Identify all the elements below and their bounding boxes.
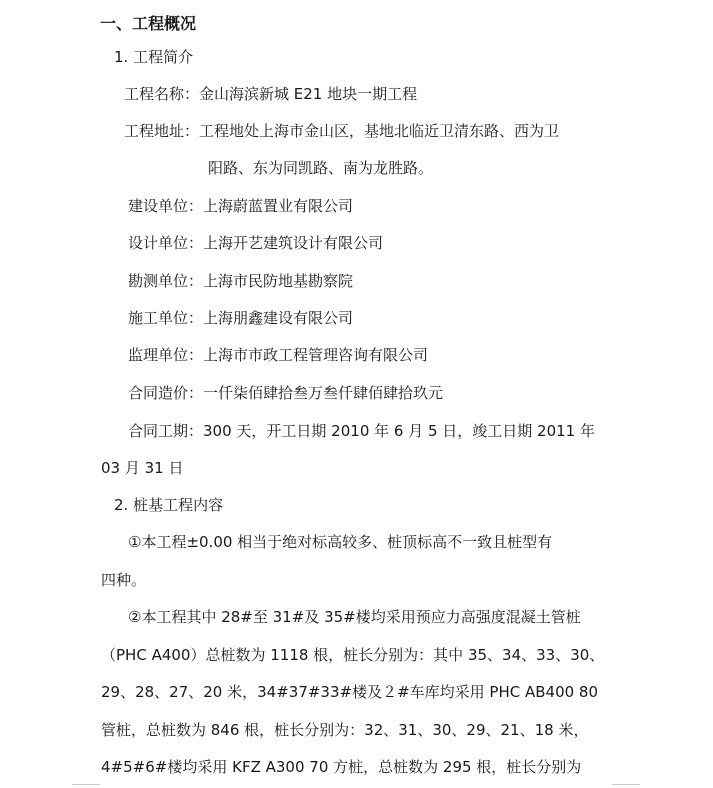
construction-unit-row bbox=[128, 196, 353, 216]
project-address-label: 工程地址： bbox=[124, 122, 200, 140]
design-unit-row bbox=[128, 233, 383, 253]
contract-price-row bbox=[128, 383, 443, 403]
paragraph-2-line-3: 29、28、27、20 米，34#37#33#楼及２#车库均采用 PHC AB400 80 bbox=[101, 683, 599, 701]
supervision-unit-row bbox=[128, 345, 428, 365]
survey-unit-label: 勘测单位： bbox=[128, 272, 204, 290]
paragraph-2-line-1: ②本工程其中 28#至 31#及 35#楼均采用预应力高强度混凝土管桩 bbox=[128, 608, 581, 626]
construction-unit-label: 建设单位： bbox=[128, 197, 204, 215]
supervision-unit-label: 监理单位： bbox=[128, 346, 204, 364]
paragraph-2-line-5: 4#5#6#楼均采用 KFZ A300 70 方桩，总桩数为 295 根，桩长分别为 bbox=[101, 758, 582, 776]
builder-unit-row bbox=[128, 308, 353, 328]
subsection-title-2: 2. 桩基工程内容 bbox=[114, 496, 224, 514]
page-margin-mark-right bbox=[612, 784, 640, 785]
supervision-unit-value: 上海市市政工程管理咨询有限公司 bbox=[203, 346, 429, 364]
project-name-value: 金山海滨新城 E21 地块一期工程 bbox=[199, 85, 418, 103]
contract-period-value: 300 天，开工日期 2010 年 6 月 5 日，竣工日期 2011 年 bbox=[203, 422, 595, 440]
project-name-label: 工程名称： bbox=[124, 85, 200, 103]
project-address-value: 工程地处上海市金山区，基地北临近卫清东路、西为卫 bbox=[199, 122, 560, 140]
survey-unit-row bbox=[128, 271, 353, 291]
section-title: 一、工程概况 bbox=[100, 14, 197, 33]
design-unit-value: 上海开艺建筑设计有限公司 bbox=[203, 234, 384, 252]
paragraph-1-line-2: 四种。 bbox=[101, 571, 147, 589]
project-name-row bbox=[124, 84, 417, 104]
contract-period-continued: 03 月 31 日 bbox=[101, 459, 184, 477]
design-unit-label: 设计单位： bbox=[128, 234, 204, 252]
paragraph-2-line-2: （PHC A400）总桩数为 1118 根，桩长分别为：其中 35、34、33、30、 bbox=[101, 646, 605, 664]
survey-unit-value: 上海市民防地基勘察院 bbox=[203, 272, 354, 290]
contract-period-label: 合同工期： bbox=[128, 422, 204, 440]
page-margin-mark-left bbox=[72, 784, 100, 785]
contract-price-label: 合同造价： bbox=[128, 384, 204, 402]
paragraph-1-line-1: ①本工程±0.00 相当于绝对标高较多、桩顶标高不一致且桩型有 bbox=[128, 533, 553, 551]
builder-unit-label: 施工单位： bbox=[128, 309, 204, 327]
contract-period-row bbox=[128, 421, 595, 441]
contract-price-value: 一仟柒佰肆拾叁万叁仟肆佰肆拾玖元 bbox=[203, 384, 444, 402]
builder-unit-value: 上海朋鑫建设有限公司 bbox=[203, 309, 354, 327]
construction-unit-value: 上海蔚蓝置业有限公司 bbox=[203, 197, 354, 215]
project-address-row bbox=[124, 121, 559, 141]
project-address-continued: 阳路、东为同凯路、南为龙胜路。 bbox=[208, 159, 434, 177]
subsection-title-1: 1. 工程简介 bbox=[114, 48, 194, 66]
paragraph-2-line-4: 管桩，总桩数为 846 根，桩长分别为：32、31、30、29、21、18 米， bbox=[101, 721, 589, 739]
